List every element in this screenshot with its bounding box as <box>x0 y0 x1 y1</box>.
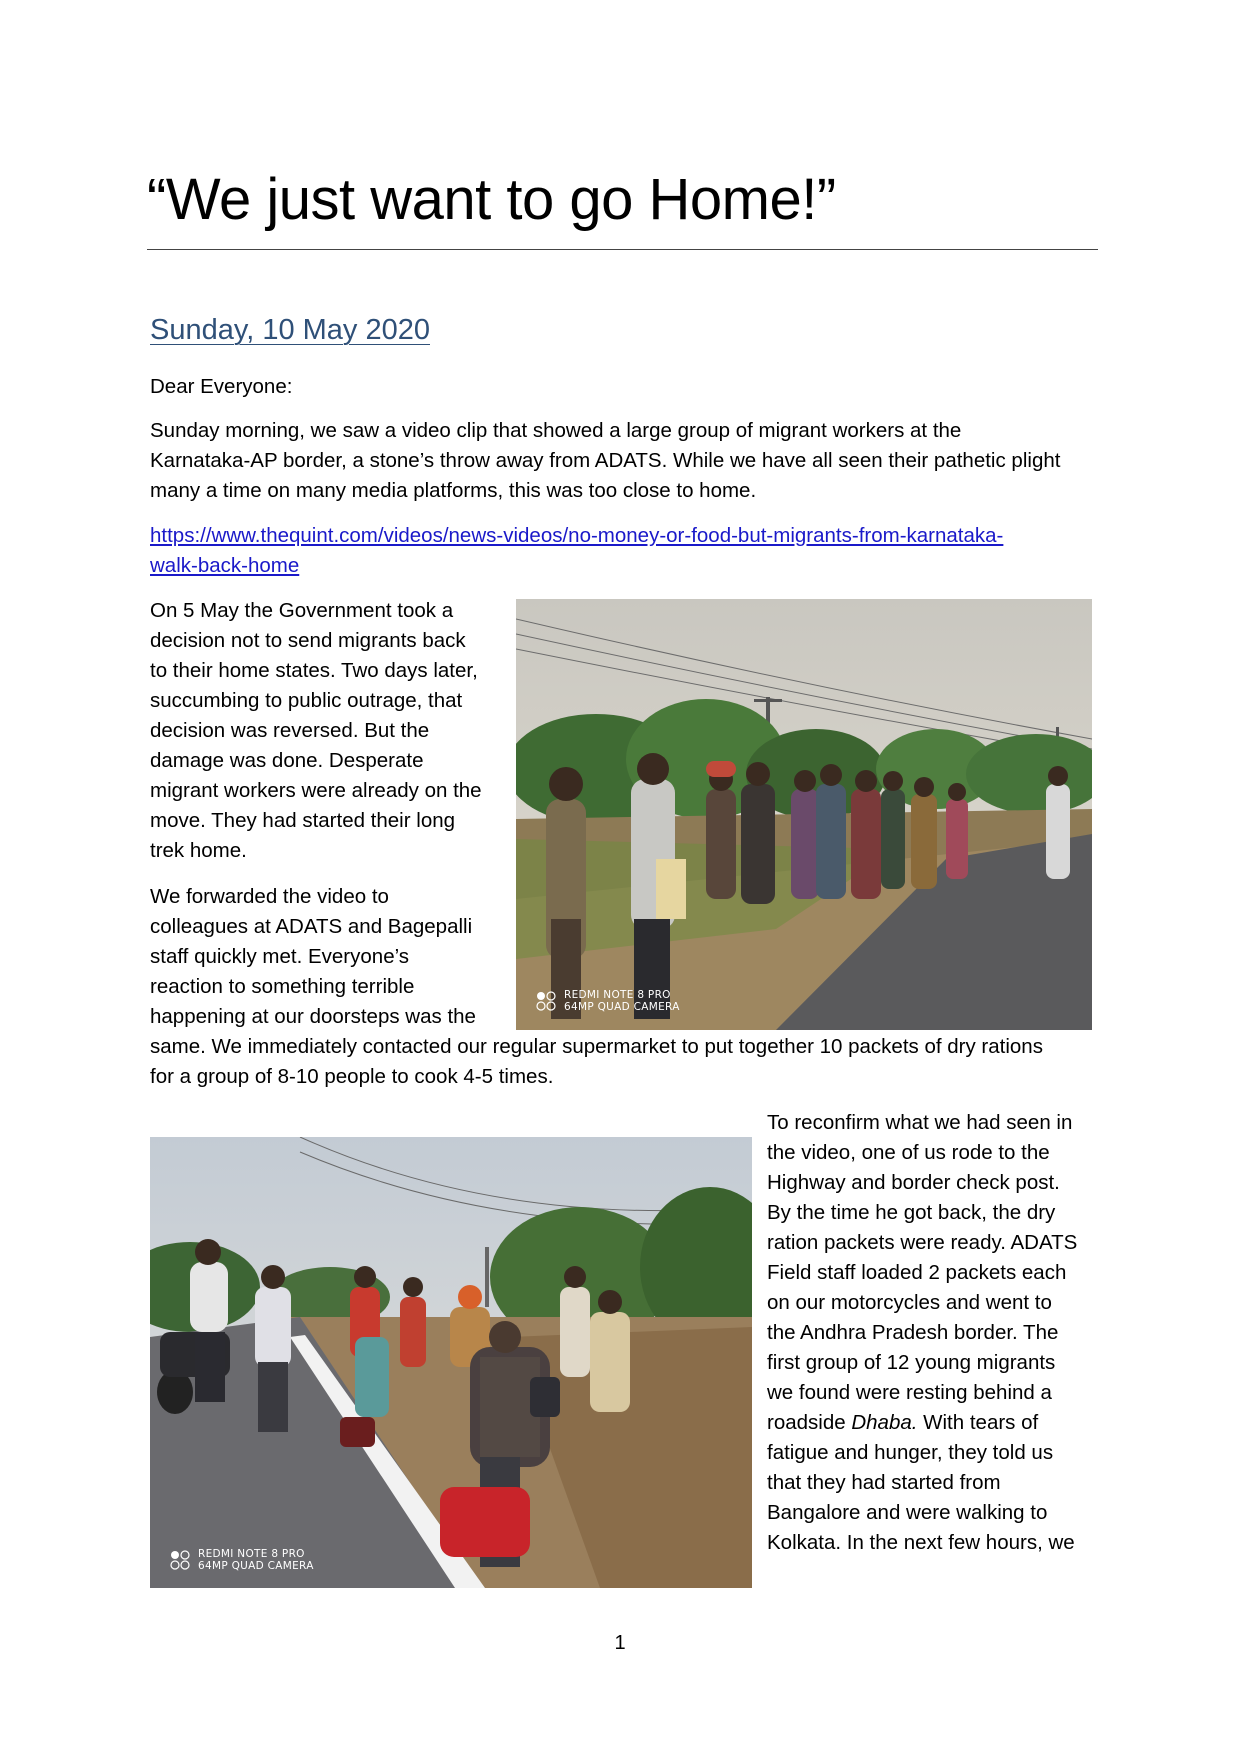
paragraph-line: same. We immediately contacted our regular supermarket to put together 10 packets of dry rations <box>150 1035 1043 1058</box>
paragraph-line: To reconfirm what we had seen in <box>767 1111 1073 1134</box>
paragraph-line: happening at our doorsteps was the <box>150 1005 476 1028</box>
paragraph-line: reaction to something terrible <box>150 975 415 998</box>
paragraph-line: staff quickly met. Everyone’s <box>150 945 410 968</box>
text-run: With tears of <box>917 1411 1039 1434</box>
paragraph-line: on our motorcycles and went to <box>767 1291 1052 1314</box>
text-run: roadside <box>767 1411 852 1434</box>
photo-illustration <box>516 599 1092 1030</box>
dhaba-emphasis: Dhaba. <box>851 1411 918 1434</box>
paragraph-line: Bangalore and were walking to <box>767 1501 1048 1524</box>
paragraph-line: many a time on many media platforms, this was too close to home. <box>150 479 757 502</box>
migrants-roadside-photo <box>516 599 1092 1030</box>
paragraph-line: Field staff loaded 2 packets each <box>767 1261 1067 1284</box>
paragraph-line: we found were resting behind a <box>767 1381 1052 1404</box>
paragraph-line: the Andhra Pradesh border. The <box>767 1321 1059 1344</box>
paragraph-line: trek home. <box>150 839 247 862</box>
title-divider <box>147 249 1098 250</box>
paragraph-line: first group of 12 young migrants <box>767 1351 1056 1374</box>
paragraph-line: We forwarded the video to <box>150 885 389 908</box>
paragraph-line: damage was done. Desperate <box>150 749 424 772</box>
paragraph-line: succumbing to public outrage, that <box>150 689 463 712</box>
paragraph-line: On 5 May the Government took a <box>150 599 454 622</box>
photo-illustration <box>150 1137 752 1588</box>
camera-watermark-text <box>198 1548 314 1572</box>
watermark-line: 64MP QUAD CAMERA <box>198 1560 314 1572</box>
document-title: “We just want to go Home!” <box>147 167 836 232</box>
salutation: Dear Everyone: <box>150 375 293 398</box>
paragraph-line <box>767 1408 1038 1438</box>
video-link-continued[interactable]: walk-back-home <box>150 554 300 577</box>
paragraph-line: migrant workers were already on the <box>150 779 482 802</box>
paragraph-line: Highway and border check post. <box>767 1171 1060 1194</box>
camera-watermark-icon <box>170 1550 192 1570</box>
migrants-highway-photo <box>150 1137 752 1588</box>
paragraph-line: Karnataka-AP border, a stone’s throw away from ADATS. While we have all seen their pathetic plight <box>150 449 1061 472</box>
date-heading: Sunday, 10 May 2020 <box>150 314 430 346</box>
paragraph-line: Kolkata. In the next few hours, we <box>767 1531 1075 1554</box>
camera-watermark-icon <box>536 991 558 1011</box>
paragraph-line: decision was reversed. But the <box>150 719 430 742</box>
paragraph-line: ration packets were ready. ADATS <box>767 1231 1078 1254</box>
video-link[interactable]: https://www.thequint.com/videos/news-videos/no-money-or-food-but-migrants-from-karnataka- <box>150 524 1004 547</box>
camera-watermark-text <box>564 989 680 1013</box>
watermark-line: REDMI NOTE 8 PRO <box>198 1548 305 1560</box>
paragraph-line: move. They had started their long <box>150 809 456 832</box>
paragraph-line: Sunday morning, we saw a video clip that showed a large group of migrant workers at the <box>150 419 962 442</box>
watermark-line: REDMI NOTE 8 PRO <box>564 989 671 1001</box>
paragraph-line: to their home states. Two days later, <box>150 659 478 682</box>
paragraph-line: By the time he got back, the dry <box>767 1201 1056 1224</box>
paragraph-line: that they had started from <box>767 1471 1001 1494</box>
paragraph-line: the video, one of us rode to the <box>767 1141 1050 1164</box>
watermark-line: 64MP QUAD CAMERA <box>564 1001 680 1013</box>
paragraph-line: for a group of 8-10 people to cook 4-5 times. <box>150 1065 554 1088</box>
page-number: 1 <box>614 1632 626 1654</box>
paragraph-line: fatigue and hunger, they told us <box>767 1441 1054 1464</box>
paragraph-line: decision not to send migrants back <box>150 629 466 652</box>
paragraph-line: colleagues at ADATS and Bagepalli <box>150 915 473 938</box>
